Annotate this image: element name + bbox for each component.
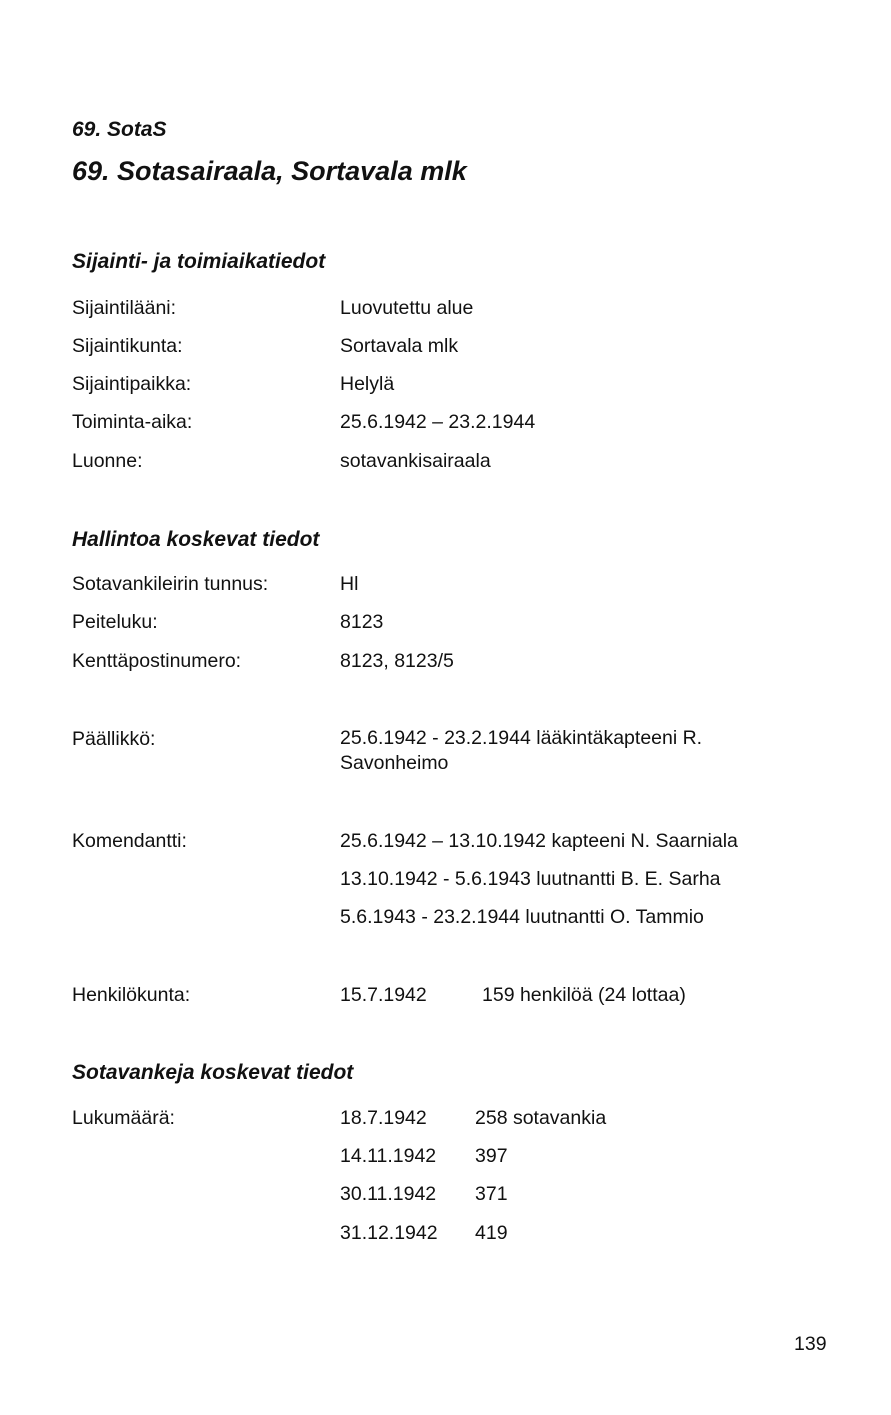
prisoner-count-date: 31.12.1942 [340,1222,438,1244]
field-label: Sotavankileirin tunnus: [72,573,269,595]
field-label: Sijaintipaikka: [72,373,192,395]
staff-value: 159 henkilöä (24 lottaa) [482,984,686,1006]
page-number: 139 [794,1333,827,1355]
field-label: Sijaintilääni: [72,297,177,319]
short-title: 69. SotaS [72,118,167,141]
commandant-entry: 5.6.1943 - 23.2.1944 luutnantti O. Tammio [340,906,704,928]
field-value: 25.6.1942 – 23.2.1944 [340,411,536,433]
prisoner-count-value: 258 sotavankia [475,1107,607,1129]
prisoner-count-date: 30.11.1942 [340,1183,437,1205]
staff-label: Henkilökunta: [72,984,191,1006]
prisoner-count-label: Lukumäärä: [72,1107,175,1129]
commandant-label: Komendantti: [72,830,187,852]
commandant-entry: 13.10.1942 - 5.6.1943 luutnantti B. E. Sarha [340,868,721,890]
chief-label: Päällikkö: [72,728,156,750]
chief-value: 25.6.1942 - 23.2.1944 lääkintäkapteeni R. Savonheimo [340,727,703,774]
section-heading-prisoners: Sotavankeja koskevat tiedot [72,1061,354,1084]
field-value: sotavankisairaala [340,450,491,472]
field-label: Luonne: [72,450,143,472]
section-heading-administration: Hallintoa koskevat tiedot [72,528,320,551]
field-value: Sortavala mlk [340,335,459,357]
prisoner-count-date: 14.11.1942 [340,1145,437,1167]
field-label: Peiteluku: [72,611,158,633]
staff-date: 15.7.1942 [340,984,427,1006]
field-value: Hl [340,573,359,595]
field-value: 8123 [340,611,384,633]
prisoner-count-value: 371 [475,1183,508,1205]
prisoner-count-value: 397 [475,1145,508,1167]
prisoner-count-date: 18.7.1942 [340,1107,427,1129]
field-value: Helylä [340,373,395,395]
prisoner-count-value: 419 [475,1222,508,1244]
field-value: Luovutettu alue [340,297,474,319]
field-label: Sijaintikunta: [72,335,183,357]
field-label: Toiminta-aika: [72,411,193,433]
field-label: Kenttäpostinumero: [72,650,242,672]
commandant-entry: 25.6.1942 – 13.10.1942 kapteeni N. Saarniala [340,830,738,852]
section-heading-location: Sijainti- ja toimiaikatiedot [72,250,326,273]
page-title: 69. Sotasairaala, Sortavala mlk [72,156,467,186]
field-value: 8123, 8123/5 [340,650,454,672]
